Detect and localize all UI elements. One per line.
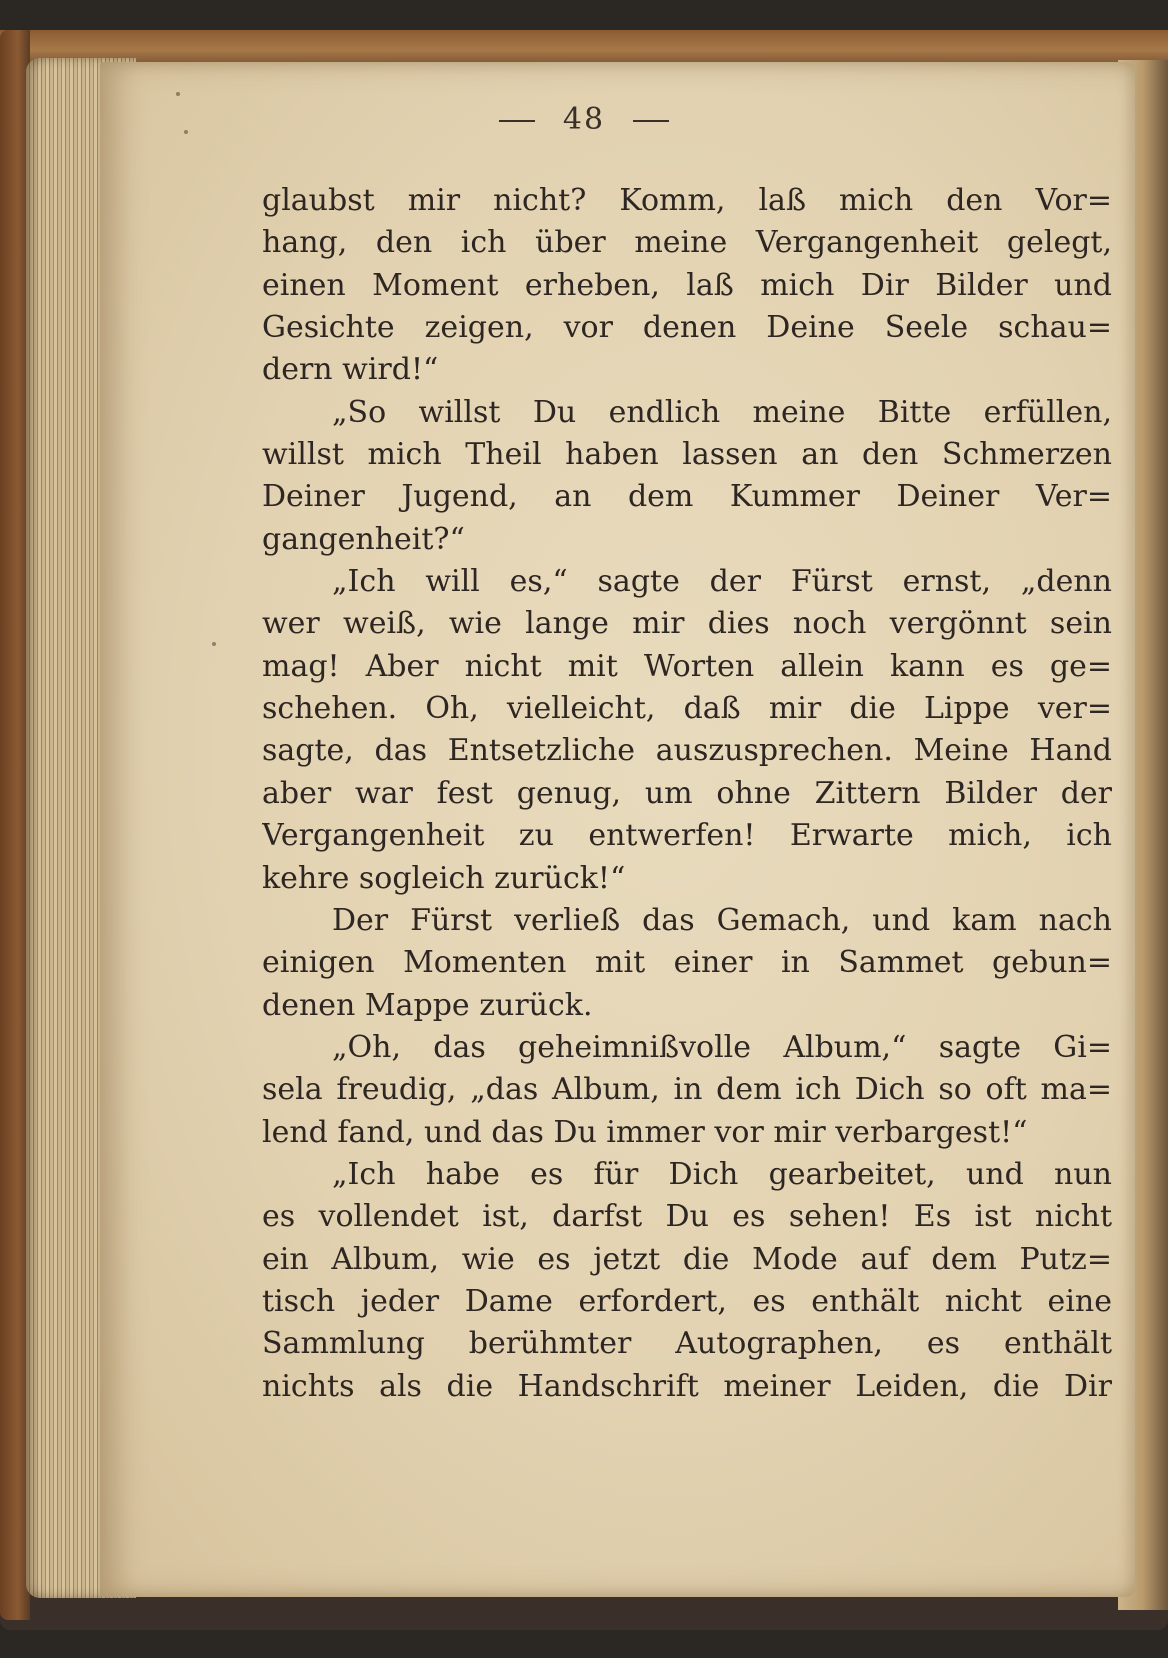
- page-number: 48: [562, 102, 606, 137]
- text-line: Vergangenheit zu entwerfen! Erwarte mich, ich: [262, 818, 1112, 854]
- text-line: Gesichte zeigen, vor denen Deine Seele schau=: [262, 310, 1112, 346]
- text-line: dern wird!“: [262, 352, 439, 388]
- text-line: tisch jeder Dame erfordert, es enthält nicht eine: [262, 1283, 1112, 1319]
- paper-speck: [212, 642, 216, 646]
- text-line: es vollendet ist, darfst Du es sehen! Es ist nicht: [262, 1199, 1112, 1235]
- text-line: schehen. Oh, vielleicht, daß mir die Lippe ver=: [262, 691, 1112, 727]
- body-text: [262, 180, 1112, 1408]
- text-line: denen Mappe zurück.: [262, 987, 593, 1023]
- text-line: ein Album, wie es jetzt die Mode auf dem Putz=: [262, 1241, 1112, 1277]
- text-line: „Ich habe es für Dich gearbeitet, und nun: [332, 1156, 1112, 1192]
- text-line: Der Fürst verließ das Gemach, und kam nach: [332, 902, 1112, 938]
- text-line: wer weiß, wie lange mir dies noch vergönnt sein: [262, 606, 1112, 642]
- text-line: sela freudig, „das Album, in dem ich Dich so oft ma=: [262, 1072, 1112, 1108]
- text-line: Sammlung berühmter Autographen, es enthält: [262, 1326, 1112, 1362]
- text-line: aber war fest genug, um ohne Zittern Bilder der: [262, 775, 1112, 811]
- text-line: „Ich will es,“ sagte der Fürst ernst, „denn: [332, 564, 1112, 600]
- right-dash: [633, 120, 669, 122]
- text-line: einigen Momenten mit einer in Sammet gebun=: [262, 945, 1112, 981]
- page-number-header: [0, 102, 1168, 137]
- text-line: „So willst Du endlich meine Bitte erfüllen,: [332, 394, 1112, 430]
- text-line: Deiner Jugend, an dem Kummer Deiner Ver=: [262, 479, 1112, 515]
- text-line: willst mich Theil haben lassen an den Schmerzen: [262, 437, 1112, 473]
- text-line: „Oh, das geheimnißvolle Album,“ sagte Gi=: [332, 1029, 1112, 1065]
- text-line: gangenheit?“: [262, 521, 465, 557]
- text-line: lend fand, und das Du immer vor mir verbargest!“: [262, 1114, 1028, 1150]
- text-line: einen Moment erheben, laß mich Dir Bilder und: [262, 267, 1112, 303]
- paper-speck: [176, 92, 180, 96]
- left-dash: [499, 120, 535, 122]
- text-line: mag! Aber nicht mit Worten allein kann es ge=: [262, 648, 1112, 684]
- text-line: hang, den ich über meine Vergangenheit gelegt,: [262, 225, 1112, 261]
- text-line: glaubst mir nicht? Komm, laß mich den Vor=: [262, 183, 1112, 218]
- text-line: nichts als die Handschrift meiner Leiden, die Dir: [262, 1368, 1112, 1404]
- text-line: kehre sogleich zurück!“: [262, 860, 626, 896]
- text-line: sagte, das Entsetzliche auszusprechen. Meine Hand: [262, 733, 1112, 769]
